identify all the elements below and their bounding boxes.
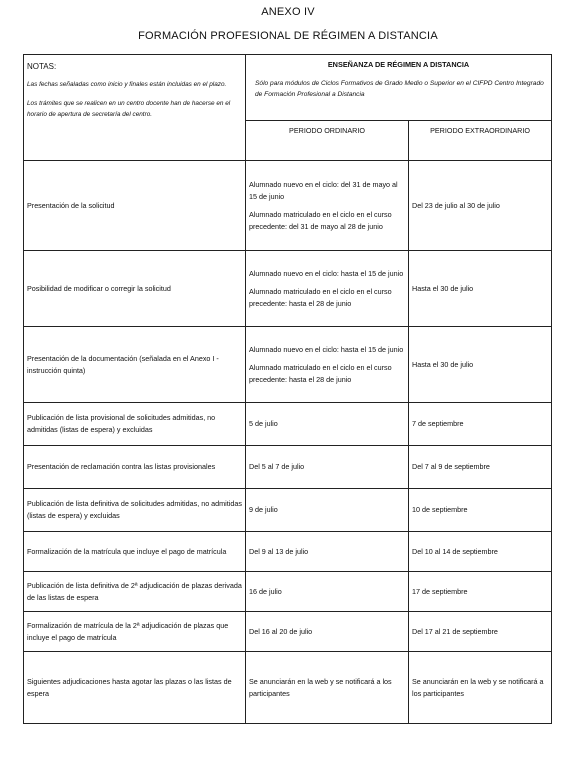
- extraordinary-period-cell: Hasta el 30 de julio: [409, 327, 552, 403]
- table-row: [24, 327, 552, 403]
- ordinary-period-text: Del 16 al 20 de julio: [249, 626, 313, 636]
- ordinary-period-text: Alumnado nuevo en el ciclo: hasta el 15 de junio: [249, 268, 404, 278]
- ordinary-period-text: Alumnado matriculado en el ciclo en el curso precedente: hasta el 28 de junio: [249, 362, 392, 384]
- procedure-label: Publicación de lista definitiva de solicitudes admitidas, no admitidas (listas de espera) y excluidas: [24, 489, 246, 532]
- procedure-label: Presentación de la documentación (señalada en el Anexo I - instrucción quinta): [24, 327, 246, 403]
- ordinary-period-header: PERIODO ORDINARIO: [246, 121, 409, 161]
- header-row: [24, 55, 552, 121]
- extraordinary-period-cell: 7 de septiembre: [409, 403, 552, 446]
- extraordinary-period-cell: Hasta el 30 de julio: [409, 251, 552, 327]
- notes-cell: [24, 55, 246, 161]
- ordinary-period-cell: [246, 446, 409, 489]
- ordinary-period-text: 16 de julio: [249, 586, 282, 596]
- distance-education-cell: [246, 55, 552, 121]
- ordinary-period-text: Alumnado matriculado en el ciclo en el curso precedente: del 31 de mayo al 28 de junio: [249, 209, 392, 231]
- ordinary-period-cell: [246, 652, 409, 724]
- ordinary-period-text: Alumnado nuevo en el ciclo: hasta el 15 de junio: [249, 344, 404, 354]
- extraordinary-period-cell: 17 de septiembre: [409, 572, 552, 612]
- ordinary-period-cell: [246, 403, 409, 446]
- table-row: [24, 532, 552, 572]
- procedure-label: Posibilidad de modificar o corregir la solicitud: [24, 251, 246, 327]
- procedure-label: Presentación de la solicitud: [24, 161, 246, 251]
- ordinary-period-cell: [246, 251, 409, 327]
- schedule-table: [23, 54, 552, 724]
- table-row: [24, 489, 552, 532]
- extraordinary-period-cell: Del 7 al 9 de septiembre: [409, 446, 552, 489]
- distance-education-description: Sólo para módulos de Ciclos Formativos de Grado Medio o Superior en el CIFPD Centro Integrado de Formación Profesional a Distancia: [255, 80, 544, 98]
- ordinary-period-text: 5 de julio: [249, 419, 278, 428]
- ordinary-period-cell: [246, 572, 409, 612]
- distance-education-heading: ENSEÑANZA DE RÉGIMEN A DISTANCIA: [327, 60, 470, 69]
- ordinary-period-text: Alumnado nuevo en el ciclo: del 31 de mayo al 15 de junio: [249, 179, 398, 201]
- ordinary-period-cell: [246, 532, 409, 572]
- ordinary-period-text: 9 de julio: [249, 505, 278, 514]
- procedure-label: Siguientes adjudicaciones hasta agotar las plazas o las listas de espera: [24, 652, 246, 724]
- table-row: [24, 612, 552, 652]
- extraordinary-period-cell: Del 23 de julio al 30 de julio: [409, 161, 552, 251]
- notes-heading: NOTAS:: [27, 62, 57, 71]
- ordinary-period-text: Del 5 al 7 de julio: [249, 462, 305, 471]
- extraordinary-period-header: PERIODO EXTRAORDINARIO: [409, 121, 552, 161]
- procedure-label: Presentación de reclamación contra las listas provisionales: [24, 446, 246, 489]
- extraordinary-period-cell: Del 17 al 21 de septiembre: [409, 612, 552, 652]
- document-title: FORMACIÓN PROFESIONAL DE RÉGIMEN A DISTANCIA: [138, 30, 438, 42]
- table-row: [24, 652, 552, 724]
- ordinary-period-text: Se anunciarán en la web y se notificará a los participantes: [249, 676, 392, 698]
- ordinary-period-cell: [246, 161, 409, 251]
- ordinary-period-text: Del 9 al 13 de julio: [249, 546, 309, 556]
- annex-number: ANEXO IV: [261, 6, 315, 18]
- note-paragraph: Las fechas señaladas como inicio y finales están incluidas en el plazo.: [27, 81, 227, 88]
- ordinary-period-cell: [246, 327, 409, 403]
- table-row: [24, 446, 552, 489]
- procedure-label: Publicación de lista provisional de solicitudes admitidas, no admitidas (listas de espera) y excluidas: [24, 403, 246, 446]
- extraordinary-period-cell: Del 10 al 14 de septiembre: [409, 532, 552, 572]
- extraordinary-period-cell: Se anunciarán en la web y se notificará a los participantes: [409, 652, 552, 724]
- note-paragraph: Los trámites que se realicen en un centro docente han de hacerse en el horario de apertura de secretaría del centro.: [27, 100, 231, 118]
- table-row: [24, 572, 552, 612]
- table-row: [24, 251, 552, 327]
- ordinary-period-cell: [246, 612, 409, 652]
- table-row: [24, 403, 552, 446]
- procedure-label: Formalización de matrícula de la 2ª adjudicación de plazas que incluye el pago de matrícula: [24, 612, 246, 652]
- ordinary-period-cell: [246, 489, 409, 532]
- table-row: [24, 161, 552, 251]
- procedure-label: Publicación de lista definitiva de 2ª adjudicación de plazas derivada de las listas de espera: [24, 572, 246, 612]
- procedure-label: Formalización de la matrícula que incluye el pago de matrícula: [24, 532, 246, 572]
- ordinary-period-text: Alumnado matriculado en el ciclo en el curso precedente: hasta el 28 de junio: [249, 286, 392, 308]
- extraordinary-period-cell: 10 de septiembre: [409, 489, 552, 532]
